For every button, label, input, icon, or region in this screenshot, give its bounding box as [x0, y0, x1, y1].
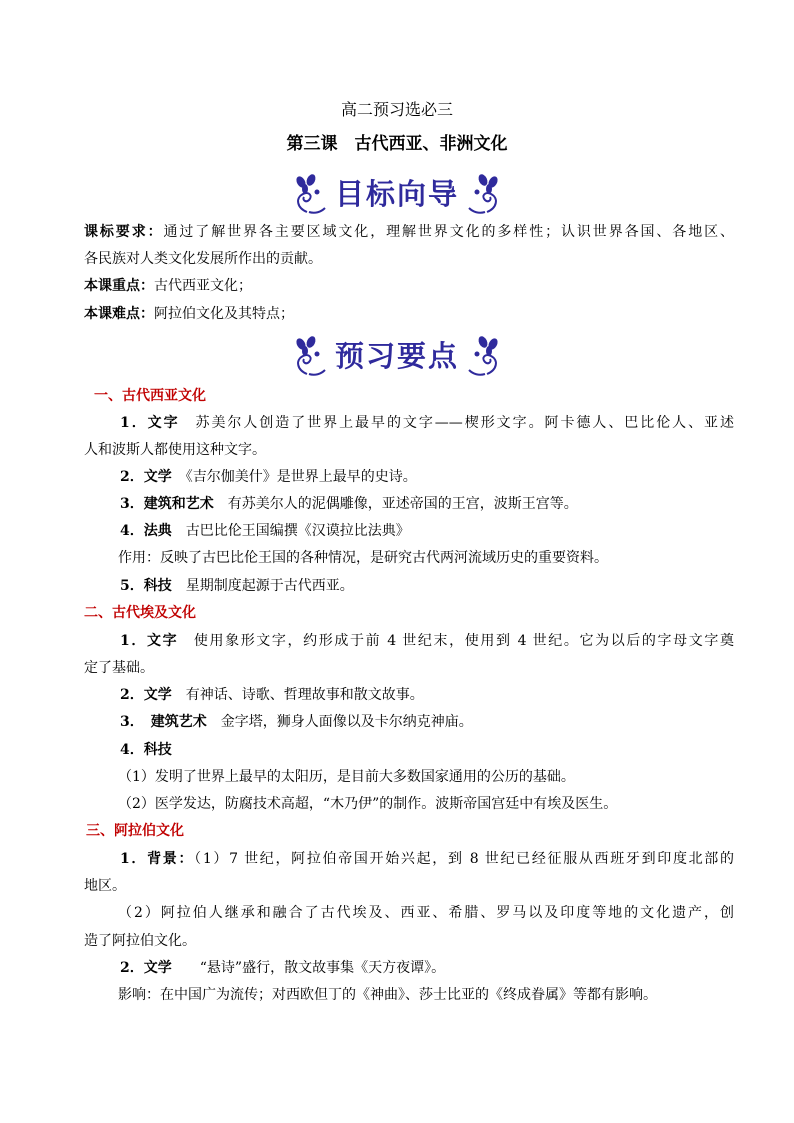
- document-subtitle: 高二预习选必三: [340, 100, 453, 119]
- key-point-label: 本课重点：: [84, 278, 154, 294]
- floral-ornament-icon: [289, 172, 329, 216]
- s2-item2-label: 2．文学: [120, 687, 172, 703]
- floral-ornament-icon: [465, 172, 505, 216]
- difficulty-text: 阿拉伯文化及其特点；: [154, 306, 294, 322]
- s1-item4: [120, 517, 732, 545]
- s3-item2-text: “悬诗”盛行，散文故事集《天方夜谭》。: [199, 960, 446, 976]
- s2-item4-label: [120, 736, 732, 764]
- requirement-text: 通过了解世界各主要区域文化，理解世界文化的多样性；认识世界各国、各地区、: [163, 224, 734, 240]
- section-heading-egypt: 二、古代埃及文化: [84, 605, 196, 621]
- section-heading-arab: 三、阿拉伯文化: [86, 823, 184, 839]
- s1-item1-text: 苏美尔人创造了世界上最早的文字——楔形文字。阿卡德人、巴比伦人、亚述: [195, 415, 735, 431]
- s3-item1-line4: 造了阿拉伯文化。: [84, 933, 196, 949]
- s1-item3-label: 3．建筑和艺术: [120, 496, 214, 512]
- s1-item5-text: 星期制度起源于古代西亚。: [185, 578, 354, 594]
- floral-ornament-icon: [465, 334, 505, 378]
- s1-item4-label: 4．法典: [120, 523, 172, 539]
- s1-item4-effect: 作用：反映了古巴比伦王国的各种情况，是研究古代两河流域历史的重要资料。: [118, 550, 608, 566]
- s2-item1-line1: [120, 627, 734, 655]
- s3-item1-text: （1）7 世纪，阿拉伯帝国开始兴起，到 8 世纪已经征服从西班牙到印度北部的: [194, 851, 734, 867]
- goal-banner-title: 目标向导: [334, 177, 459, 211]
- s2-item3: [120, 708, 732, 736]
- s1-item2-label: 2．文学: [120, 469, 172, 485]
- s1-item5-label: 5．科技: [120, 578, 172, 594]
- s1-item4-text: 古巴比伦王国编撰《汉谟拉比法典》: [185, 523, 410, 539]
- s1-item2: [120, 463, 732, 491]
- goal-banner: [0, 170, 794, 218]
- s3-item1-line2: 地区。: [84, 878, 126, 894]
- preview-banner-title: 预习要点: [334, 339, 459, 373]
- s1-item5: [120, 572, 732, 600]
- key-point-line: [84, 272, 734, 300]
- s3-item1-label: 1．背景：: [120, 851, 195, 867]
- s1-item1-line1: [120, 409, 734, 437]
- s3-item2: [120, 954, 732, 982]
- s3-item1-line3: （2）阿拉伯人继承和融合了古代埃及、西亚、希腊、罗马以及印度等地的文化遗产，创: [118, 905, 734, 921]
- floral-ornament-icon: [289, 334, 329, 378]
- preview-banner: [0, 332, 794, 380]
- s2-item4-sub2: （2）医学发达，防腐技术高超，“木乃伊”的制作。波斯帝国宫廷中有埃及医生。: [118, 796, 618, 812]
- section-heading-west-asia: 一、古代西亚文化: [94, 388, 206, 404]
- requirement-line-2: 各民族对人类文化发展所作出的贡献。: [84, 251, 322, 267]
- s2-item3-label: 3． 建筑艺术: [120, 714, 207, 730]
- s2-item1-line2: 定了基础。: [84, 660, 154, 676]
- s3-item1-line1: [120, 845, 734, 873]
- requirement-line-1: [84, 218, 734, 246]
- s2-item1-text: 使用象形文字，约形成于前 4 世纪末，使用到 4 世纪。它为以后的字母文字奠: [193, 633, 735, 649]
- s1-item1-label: 1．文字: [120, 415, 180, 431]
- difficulty-label: 本课难点：: [84, 306, 154, 322]
- difficulty-line: [84, 300, 734, 328]
- s2-item2: [120, 681, 732, 709]
- s2-item3-text: 金字塔，狮身人面像以及卡尔纳克神庙。: [220, 714, 473, 730]
- requirement-label: 课标要求：: [84, 224, 164, 240]
- s2-item4-label-text: 4．科技: [120, 742, 172, 758]
- lesson-title: 第三课 古代西亚、非洲文化: [286, 134, 508, 154]
- s1-item2-text: 《吉尔伽美什》是世界上最早的史诗。: [185, 469, 417, 485]
- s1-item1-line2: 人和波斯人都使用这种文字。: [84, 442, 266, 458]
- s3-item2-effect: 影响：在中国广为流传；对西欧但丁的《神曲》、莎士比亚的《终成眷属》等都有影响。: [118, 987, 657, 1003]
- s2-item1-label: 1．文字: [120, 633, 179, 649]
- s1-item3-text: 有苏美尔人的泥偶雕像，亚述帝国的王宫，波斯王宫等。: [227, 496, 578, 512]
- key-point-text: 古代西亚文化；: [154, 278, 252, 294]
- s1-item3: [120, 490, 732, 518]
- s3-item2-label: 2．文学: [120, 960, 172, 976]
- s2-item4-sub1: （1）发明了世界上最早的太阳历，是目前大多数国家通用的公历的基础。: [118, 769, 575, 785]
- s2-item2-text: 有神话、诗歌、哲理故事和散文故事。: [185, 687, 424, 703]
